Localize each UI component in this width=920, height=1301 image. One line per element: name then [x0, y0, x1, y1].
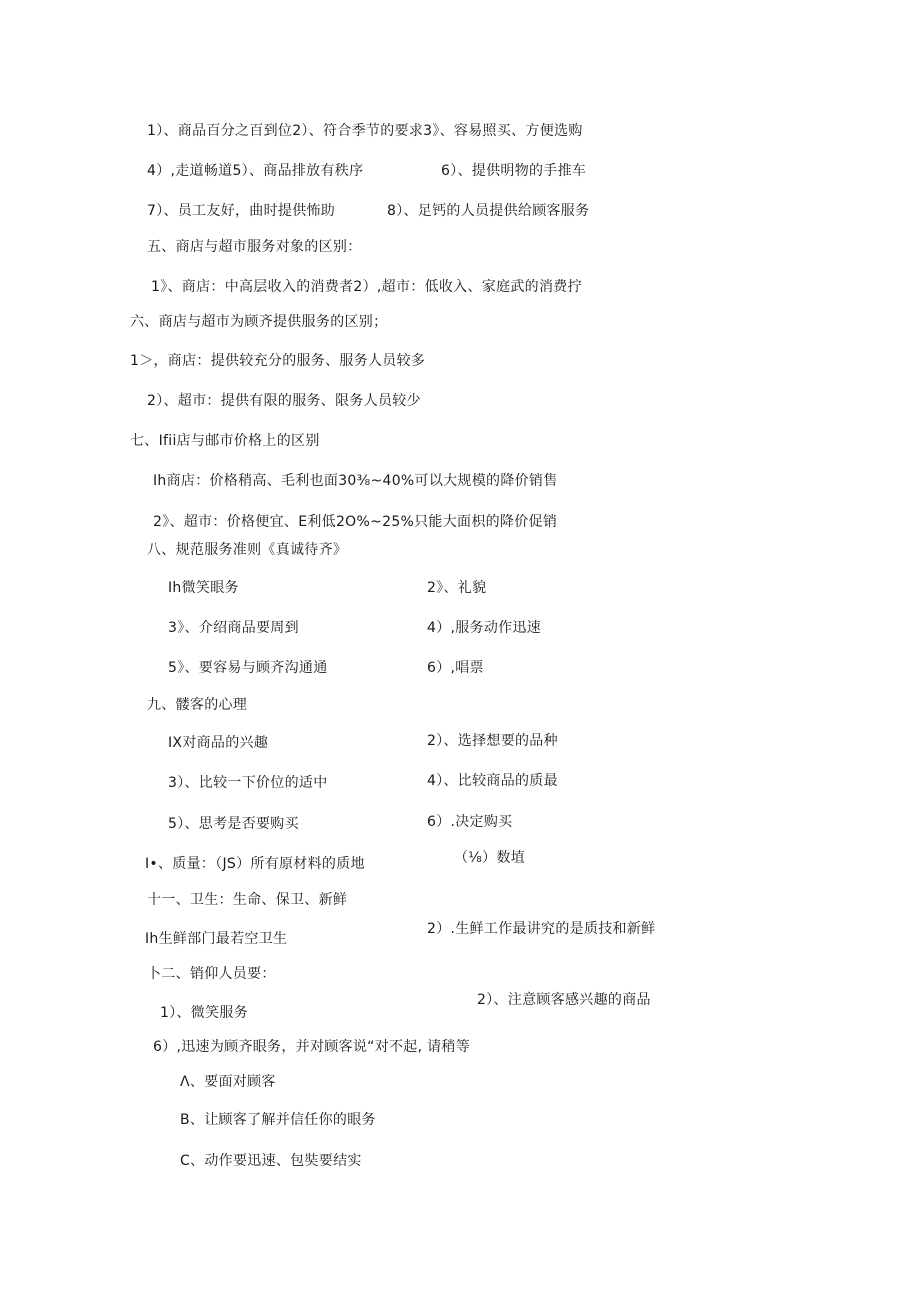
list-item: Λ、要面对顾客: [180, 1074, 276, 1090]
section-heading: 九、髅客的心理: [147, 697, 248, 713]
section-heading: 六、商店与超市为顾齐提供服务的区别；: [130, 314, 388, 330]
section-heading: 十一、卫生：生命、保卫、新鲜: [147, 892, 348, 908]
list-item: B、让顾客了解并信任你的眼务: [180, 1112, 376, 1128]
list-item: 6）,唱票: [427, 660, 484, 676]
list-item: 6）.决定购买: [427, 814, 513, 830]
list-item: C、动作要迅速、包奘要结实: [180, 1153, 362, 1169]
text-line: 6）、提供明物的手推车: [441, 163, 587, 179]
text-line: 2）、超市：提供有限的服务、限务人员较少: [147, 393, 421, 409]
section-heading: 卜二、销仰人员要：: [147, 966, 276, 982]
list-item: 4）、比较商品的质最: [427, 773, 558, 789]
list-item: 5）、思考是否要购买: [168, 816, 299, 832]
list-item: IX对商品的兴趣: [168, 735, 269, 751]
clipped-text-line: 2）、注意顾客感兴趣的商品: [477, 992, 651, 1008]
text-line: I•、质量：（JS）所有原材料的质地: [145, 856, 365, 872]
text-line: 1＞，商店：提供较充分的服务、服务人员较多: [130, 353, 426, 369]
list-item: Ih微笑眼务: [168, 580, 239, 596]
list-item: 2》、礼貌: [427, 580, 487, 596]
text-line: 8）、足钙的人员提供给顾客服务: [387, 203, 590, 219]
text-line: 4）,走道畅道5）、商品排放有秩序: [147, 163, 364, 179]
section-heading: 五、商店与超市服务对象的区别：: [147, 239, 362, 255]
text-line: 2）.生鲜工作最讲究的是质技和新鲜: [427, 921, 656, 937]
list-item: 4）,服务动作迅速: [427, 620, 542, 636]
list-item: 6）,迅速为顾齐眼务，并对顾客说“对不起, 请稍等: [153, 1039, 471, 1055]
text-line: Ih生鲜部门最若空卫生: [145, 931, 288, 947]
text-line: 7）、员工友好，曲时提供怖助: [147, 203, 336, 219]
list-item: 5》、要容易与顾齐沟通通: [168, 660, 328, 676]
list-item: 2）、选择想要的品种: [427, 733, 558, 749]
list-item: 1）、微笑服务: [160, 1005, 249, 1021]
list-item: 3）、比较一下价位的适中: [168, 775, 328, 791]
section-heading: 八、规范服务准则《真诚待齐》: [147, 542, 348, 558]
list-item: 3》、介绍商品要周到: [168, 620, 299, 636]
text-line: 1）、商品百分之百到位2）、符合季节的要求3》、容易照买、方便选购: [147, 123, 583, 139]
section-heading: 七、Ifii店与邮市价格上的区别: [130, 433, 320, 449]
text-line: 2》、超市：价格便宜、E利低2O%~25%只能大面枳的降价促销: [153, 514, 558, 530]
text-line: （⅛）数埴: [454, 850, 526, 866]
text-line: 1》、商店：中高层收入的消费者2）,超市：低收入、家庭武的消费拧: [151, 279, 582, 295]
text-line: Ih商店：价格稍高、毛利也面30⅜~40%可以大规模的降价销售: [153, 473, 558, 489]
